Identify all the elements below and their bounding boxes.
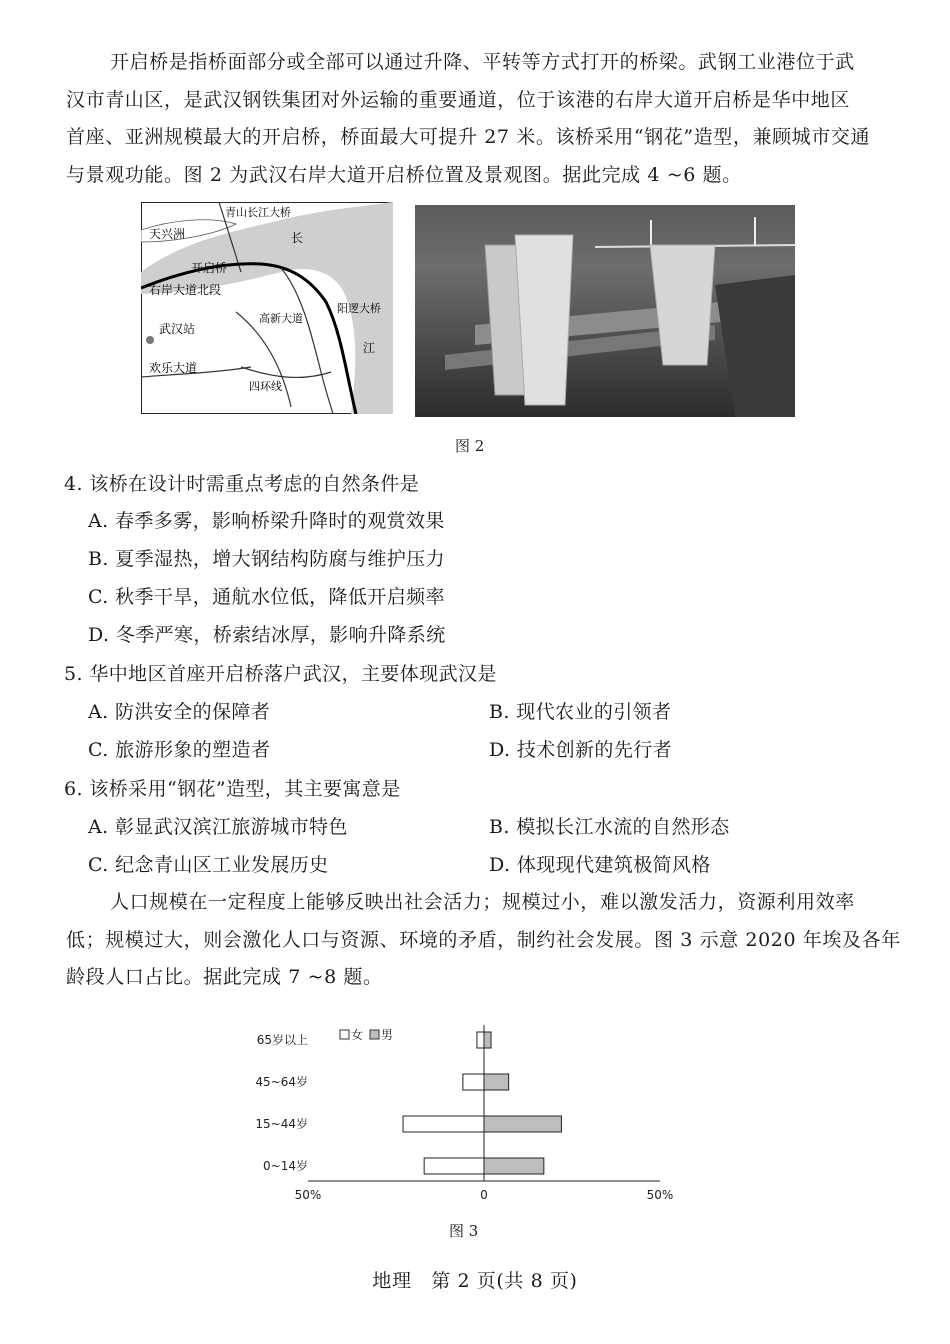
bar-female [477, 1032, 484, 1048]
bar-male [484, 1074, 509, 1090]
bar-female [424, 1158, 484, 1174]
population-chart [240, 1025, 700, 1205]
bar-female [403, 1116, 484, 1132]
label-kaiqiqiao: 开启桥 [191, 261, 228, 275]
map-svg [141, 202, 393, 414]
intro-line: 开启桥是指桥面部分或全部可以通过升降、平转等方式打开的桥梁。武钢工业港位于武 [110, 51, 855, 73]
x-tick-label: 0 [480, 1188, 488, 1202]
y-tick-label: 65岁以上 [256, 1033, 308, 1047]
label-sihuan: 四环线 [249, 380, 282, 393]
label-huanle: 欢乐大道 [149, 361, 198, 375]
q5-option-a: A. 防洪安全的保障者 [88, 701, 271, 723]
location-map [141, 202, 393, 414]
q4-option-c: C. 秋季干旱，通航水位低，降低开启频率 [88, 586, 445, 608]
q6-option-a: A. 彰显武汉滨江旅游城市特色 [88, 816, 348, 838]
chart-plot-area [255, 1025, 673, 1202]
intro-line: 汉市青山区，是武汉钢铁集团对外运输的重要通道，位于该港的右岸大道开启桥是华中地区 [66, 88, 851, 111]
label-youan-north: 右岸大道北段 [149, 283, 222, 297]
label-jiang: 江 [363, 341, 376, 355]
page-footer: 地理 第 2 页(共 8 页) [372, 1270, 578, 1292]
figure2-caption: 图 2 [455, 437, 485, 455]
bridge-photo [415, 205, 795, 417]
population-chart-svg [240, 1025, 700, 1205]
label-tianxingzhou: 天兴洲 [149, 227, 186, 241]
label-wuhan-station: 武汉站 [159, 322, 196, 336]
q6-stem: 6. 该桥采用“钢花”造型，其主要寓意是 [64, 778, 401, 800]
label-qingshan-bridge: 青山长江大桥 [225, 206, 291, 219]
q4-stem: 4. 该桥在设计时需重点考虑的自然条件是 [64, 473, 420, 495]
label-gaoxin-road: 高新大道 [259, 312, 303, 325]
bar-male [484, 1158, 544, 1174]
intro-line: 与景观功能。图 2 为武汉右岸大道开启桥位置及景观图。据此完成 4 ~6 题。 [66, 163, 742, 186]
wuhan-station-marker [146, 336, 154, 344]
intro-line: 人口规模在一定程度上能够反映出社会活力；规模过小，难以激发活力，资源利用效率 [110, 891, 855, 913]
x-tick-label: 50% [294, 1188, 322, 1202]
intro-paragraph-1 [66, 44, 871, 194]
q4-option-d: D. 冬季严寒，桥索结冰厚，影响升降系统 [88, 624, 446, 646]
label-yangluo-bridge: 阳逻大桥 [337, 302, 381, 315]
intro-line: 低；规模过大，则会激化人口与资源、环境的矛盾，制约社会发展。图 3 示意 2020 年埃及各年 [66, 928, 901, 951]
q6-option-c: C. 纪念青山区工业发展历史 [88, 854, 329, 876]
q6-option-d: D. 体现现代建筑极简风格 [489, 854, 711, 876]
intro-line: 龄段人口占比。据此完成 7 ~8 题。 [66, 966, 383, 988]
bar-male [484, 1116, 561, 1132]
bar-female [463, 1074, 484, 1090]
legend-male-swatch [370, 1030, 379, 1039]
bar-male [484, 1032, 491, 1048]
q5-option-c: C. 旅游形象的塑造者 [88, 739, 271, 761]
q4-option-a: A. 春季多雾，影响桥梁升降时的观赏效果 [88, 510, 445, 532]
figure3-caption: 图 3 [449, 1222, 479, 1240]
intro-line: 首座、亚洲规模最大的开启桥，桥面最大可提升 27 米。该桥采用“钢花”造型，兼顾城市交通 [66, 126, 871, 148]
q6-option-b: B. 模拟长江水流的自然形态 [489, 816, 730, 838]
y-tick-label: 45~64岁 [255, 1075, 308, 1089]
legend-male-label: 男 [381, 1028, 394, 1042]
q4-option-b: B. 夏季湿热，增大钢结构防腐与维护压力 [88, 548, 446, 570]
intro-paragraph-2 [66, 884, 901, 997]
q5-stem: 5. 华中地区首座开启桥落户武汉，主要体现武汉是 [64, 663, 497, 685]
q5-option-d: D. 技术创新的先行者 [489, 739, 673, 761]
y-tick-label: 15~44岁 [255, 1117, 308, 1131]
tower-mid [515, 235, 573, 405]
legend-female-swatch [340, 1030, 349, 1039]
y-tick-label: 0~14岁 [263, 1159, 308, 1173]
label-chang: 长 [291, 231, 304, 245]
x-tick-label: 50% [646, 1188, 674, 1202]
legend-female-label: 女 [351, 1028, 364, 1042]
q5-option-b: B. 现代农业的引领者 [489, 701, 672, 723]
bridge-photo-svg [415, 205, 795, 417]
